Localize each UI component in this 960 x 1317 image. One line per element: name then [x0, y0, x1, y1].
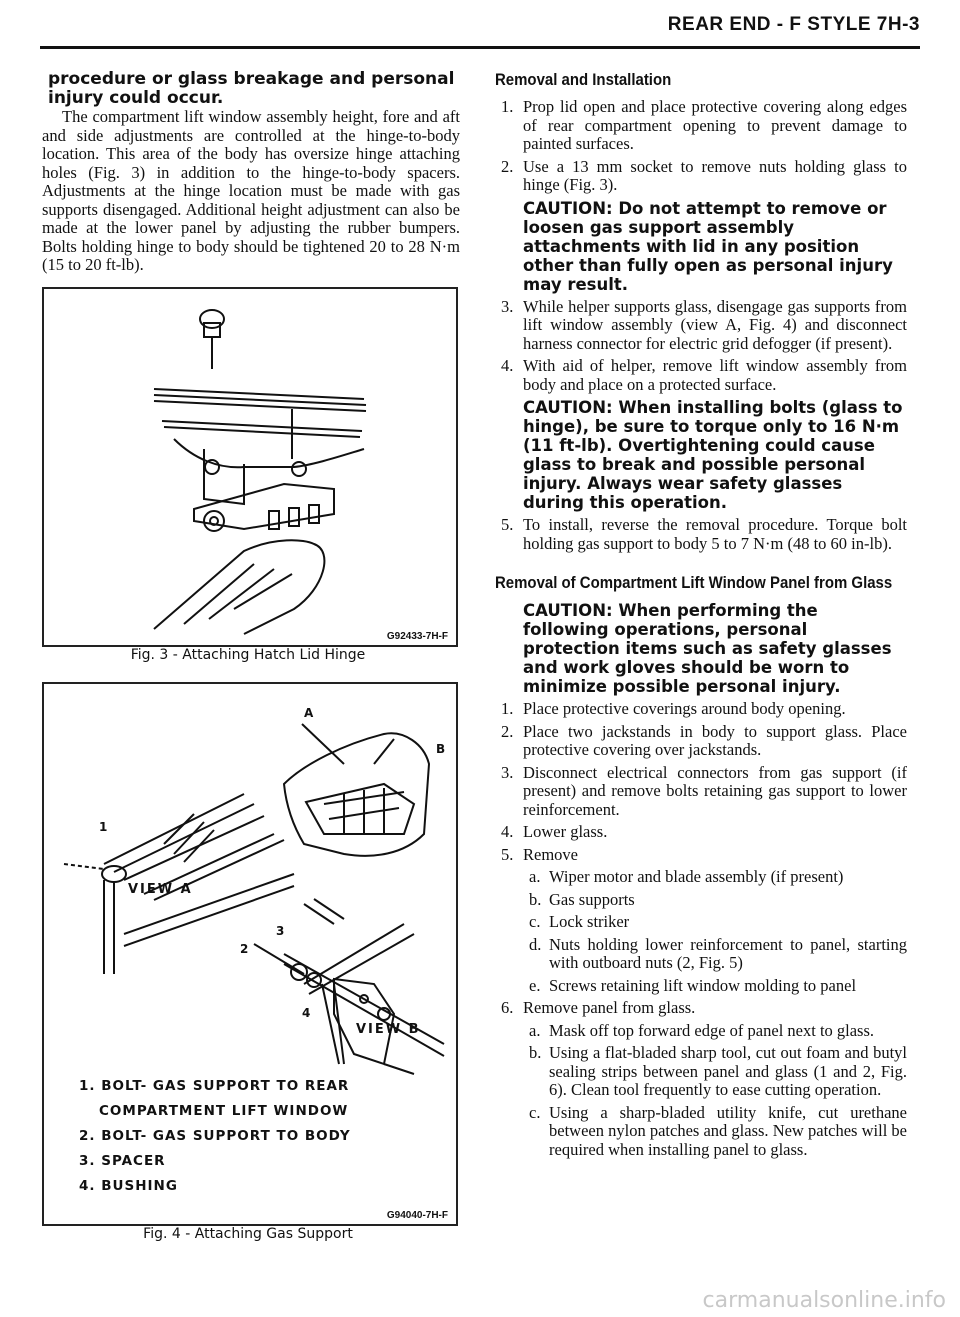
step-4: 4. With aid of helper, remove lift window assembly from body and place on a protected surface.: [501, 356, 907, 394]
substep-6b: b. Using a flat-bladed sharp tool, cut out foam and butyl sealing strips between panel and glass (1 and 2, Fig. 6). Clean tool frequently to ease cutting operation.: [529, 1043, 907, 1099]
figure-3: [42, 287, 458, 647]
legend-item-4: 4. BUSHING: [79, 1178, 178, 1194]
page-header: [40, 8, 920, 49]
callout-3: 3: [276, 924, 285, 938]
figure-4-caption: Fig. 4 - Attaching Gas Support: [143, 1226, 353, 1242]
heading-removal-installation: Removal and Installation: [495, 70, 672, 89]
warning-continuation: procedure or glass breakage and personal injury could occur.: [48, 69, 455, 108]
view-b-label: VIEW B: [356, 1022, 421, 1037]
callout-b: B: [436, 742, 446, 756]
heading-panel-removal: Removal of Compartment Lift Window Panel from Glass: [495, 573, 893, 592]
panel-step-2: 2. Place two jackstands in body to support glass. Place protective covering over jackstands.: [501, 721, 907, 759]
caution-protection: CAUTION: When performing the following operations, personal protection items such as safety glasses and work gloves should be worn to minimize possible personal injury.: [523, 601, 892, 696]
panel-step-3: 3. Disconnect electrical connectors from gas support (if present) and remove bolts retaining gas support to lower reinforcement.: [501, 762, 907, 819]
panel-step-4: 4. Lower glass.: [501, 822, 608, 841]
substep-6a: a. Mask off top forward edge of panel next to glass.: [529, 1020, 875, 1040]
page-title: REAR END - F STYLE 7H-3: [667, 14, 920, 35]
callout-1: 1: [99, 820, 108, 834]
figure-3-id: G92433-7H-F: [386, 631, 448, 642]
step-2: 2. Use a 13 mm socket to remove nuts holding glass to hinge (Fig. 3).: [501, 156, 907, 194]
panel-step-6: 6. Remove panel from glass.: [501, 998, 696, 1017]
legend-item-1: 1. BOLT- GAS SUPPORT TO REAR: [79, 1078, 350, 1094]
hatch-lid-hinge-illustration: [44, 289, 456, 645]
caution-torque: CAUTION: When installing bolts (glass to hinge), be sure to torque only to 16 N·m (11 ft-lb). Overtightening could cause glass to break and possible personal injury. Always wear safety glasses during this operation.: [523, 398, 903, 512]
callout-4: 4: [302, 1006, 311, 1020]
left-column: [42, 70, 460, 275]
figure-3-caption: Fig. 3 - Attaching Hatch Lid Hinge: [130, 647, 366, 663]
watermark: carmanualsonline.info: [702, 1288, 946, 1313]
callout-2: 2: [240, 942, 249, 956]
panel-step-1: 1. Place protective coverings around body opening.: [501, 699, 846, 718]
intro-paragraph: The compartment lift window assembly height, fore and aft and side adjustments are controlled at the hinge-to-body location. This area of the body has oversize hinge attaching holes (Fig. 3) in addition to the hinge-to-body spacers. Adjustments at the hinge location must be made with gas supports disengaged. Additional height adjustment can also be made at the lower panel by adjusting the rubber bumpers. Bolts holding hinge to body should be tightened 20 to 28 N·m (15 to 20 ft-lb).: [42, 107, 460, 274]
substep-5e: e. Screws retaining lift window molding to panel: [529, 975, 857, 995]
legend-item-1-cont: COMPARTMENT LIFT WINDOW: [99, 1103, 349, 1119]
step-5: 5. To install, reverse the removal procedure. Torque bolt holding gas support to body 5 to 7 N·m (48 to 60 in-lb).: [501, 515, 907, 553]
substep-5b: b. Gas supports: [529, 889, 635, 909]
callout-a: A: [304, 706, 314, 720]
legend-item-2: 2. BOLT- GAS SUPPORT TO BODY: [79, 1128, 351, 1144]
substep-5a: a. Wiper motor and blade assembly (if present): [529, 867, 844, 886]
legend-item-3: 3. SPACER: [79, 1153, 166, 1169]
figure-4-id: G94040-7H-F: [386, 1210, 448, 1221]
figure-4: [42, 682, 458, 1226]
substep-5c: c. Lock striker: [529, 912, 630, 931]
panel-step-5: 5. Remove: [501, 844, 578, 864]
figure-4-legend: [79, 1074, 439, 1199]
substep-6c: c. Using a sharp-bladed utility knife, cut urethane between nylon patches and glass. New patches will be required when installing panel to glass.: [529, 1102, 907, 1159]
step-1: 1. Prop lid open and place protective covering along edges of rear compartment opening to prevent damage to painted surfaces.: [501, 97, 907, 153]
view-a-label: VIEW A: [128, 882, 193, 897]
right-column: [495, 70, 907, 1163]
step-3: 3. While helper supports glass, disengage gas supports from lift window assembly (view A, Fig. 4) and disconnect harness connector for electric grid defogger (if present).: [501, 296, 907, 353]
caution-gas-support: CAUTION: Do not attempt to remove or loosen gas support assembly attachments with lid in any position other than fully open as personal injury may result.: [523, 198, 893, 294]
substep-5d: d. Nuts holding lower reinforcement to panel, starting with outboard nuts (2, Fig. 5): [529, 934, 907, 972]
